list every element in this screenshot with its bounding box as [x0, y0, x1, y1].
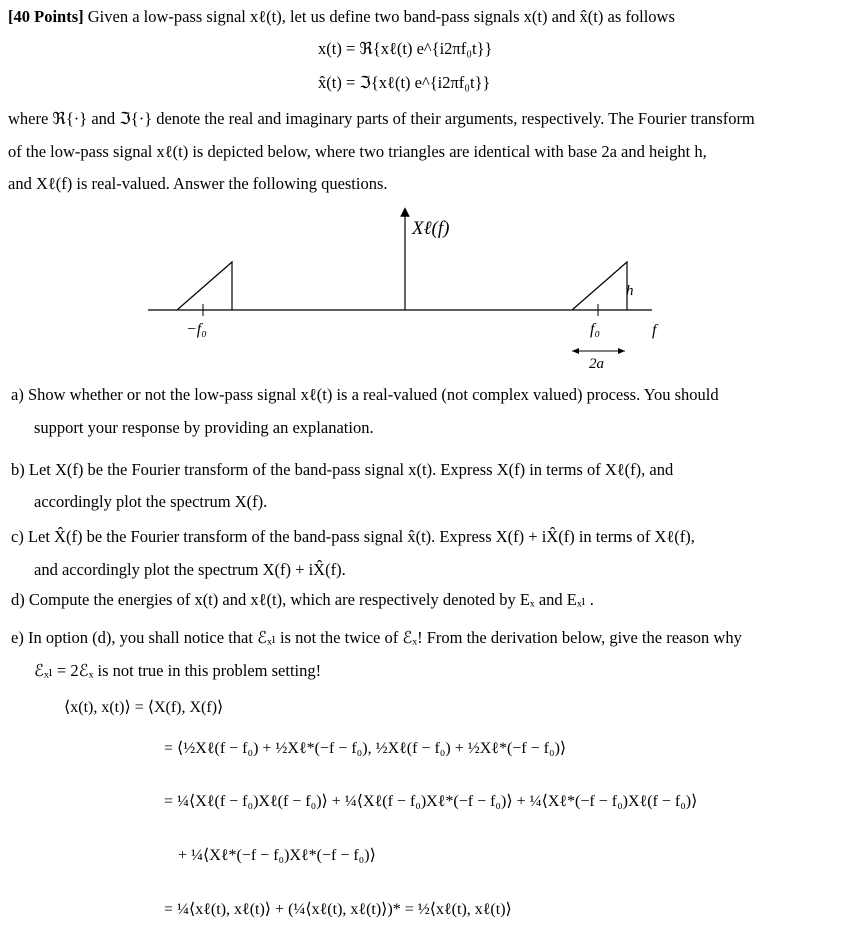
points-label: [40 Points]	[8, 7, 84, 26]
derivation-line-0: ⟨x(t), x(t)⟩ = ⟨X(f), X(f)⟩	[64, 699, 224, 716]
left-triangle	[177, 262, 232, 310]
question-b-line-2: accordingly plot the spectrum X(f).	[34, 492, 268, 511]
equation-x: x(t) = ℜ{xℓ(t) e^{i2πf₀t}}	[318, 39, 493, 58]
height-label: h	[626, 283, 634, 299]
question-d-line-1: d) Compute the energies of x(t) and xℓ(t), which are respectively denoted by Eₓ and Eₓₗ .	[11, 590, 594, 609]
derivation-line-4: = ¼⟨xℓ(t), xℓ(t)⟩ + (¼⟨xℓ(t), xℓ(t)⟩)* = ½⟨xℓ(t), xℓ(t)⟩	[164, 901, 512, 918]
question-e-line-1: e) In option (d), you shall notice that ℰₓₗ is not the twice of ℰₓ! From the derivation below, give the reason why	[11, 628, 742, 647]
question-c-line-1: c) Let X̂(f) be the Fourier transform of the band-pass signal x̂(t). Express X(f) + iX̂(f) in terms of Xℓ(f),	[11, 527, 695, 546]
problem-intro: Given a low-pass signal xℓ(t), let us define two band-pass signals x(t) and x̂(t) as follows	[83, 7, 675, 26]
problem-header	[8, 7, 675, 27]
right-tick-label: f₀	[590, 321, 601, 338]
base-arrow-left	[572, 348, 579, 354]
question-e-line-2: ℰₓₗ = 2ℰₓ is not true in this problem setting!	[34, 661, 322, 680]
spectrum-figure	[0, 200, 866, 380]
question-c-line-2: and accordingly plot the spectrum X(f) + iX̂(f).	[34, 560, 346, 579]
question-a-line-2: support your response by providing an explanation.	[34, 418, 374, 437]
y-axis-label: Xℓ(f)	[412, 218, 450, 239]
equation-x-hat: x̂(t) = ℑ{xℓ(t) e^{i2πf₀t}}	[318, 73, 491, 92]
left-tick-label: −f₀	[186, 321, 207, 338]
right-triangle	[572, 262, 627, 310]
paragraph-line-3: and Xℓ(f) is real-valued. Answer the following questions.	[8, 174, 388, 193]
derivation-line-1: = ⟨½Xℓ(f − f₀) + ½Xℓ*(−f − f₀), ½Xℓ(f − f₀) + ½Xℓ*(−f − f₀)⟩	[164, 740, 567, 757]
question-a-line-1: a) Show whether or not the low-pass signal xℓ(t) is a real-valued (not complex valued) process. You should	[11, 385, 719, 404]
base-label: 2a	[589, 356, 604, 372]
derivation-line-2: = ¼⟨Xℓ(f − f₀)Xℓ(f − f₀)⟩ + ¼⟨Xℓ(f − f₀)Xℓ*(−f − f₀)⟩ + ¼⟨Xℓ*(−f − f₀)Xℓ(f − f₀)⟩	[164, 793, 698, 810]
base-arrow-right	[618, 348, 625, 354]
paragraph-line-2: of the low-pass signal xℓ(t) is depicted below, where two triangles are identical with base 2a and height h,	[8, 142, 707, 161]
derivation-line-3: + ¼⟨Xℓ*(−f − f₀)Xℓ*(−f − f₀)⟩	[178, 847, 376, 864]
x-axis-label: f	[652, 322, 657, 339]
paragraph-line-1: where ℜ{·} and ℑ{·} denote the real and imaginary parts of their arguments, respectively. The Fourier transform	[8, 109, 755, 128]
question-b-line-1: b) Let X(f) be the Fourier transform of the band-pass signal x(t). Express X(f) in terms of Xℓ(f), and	[11, 460, 674, 479]
